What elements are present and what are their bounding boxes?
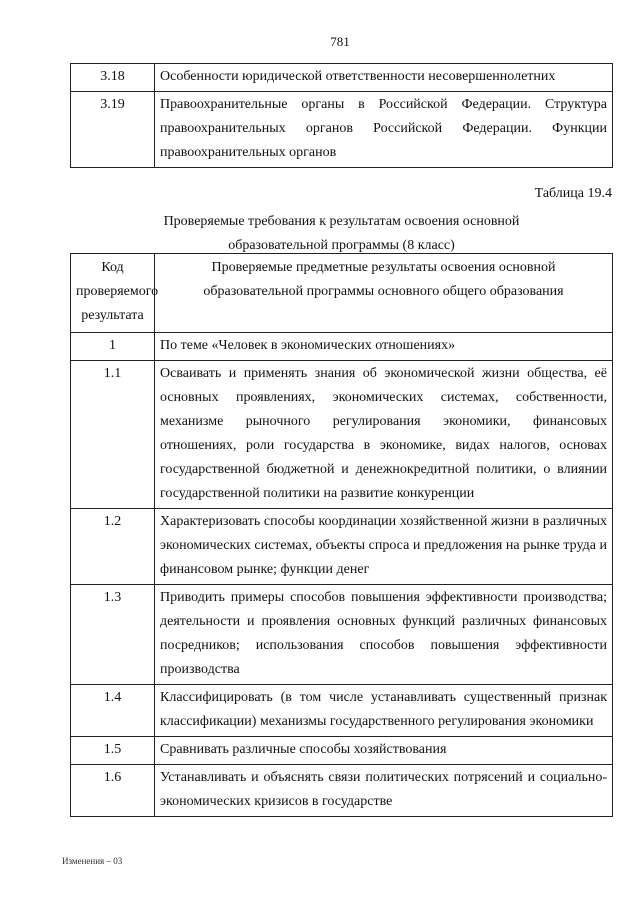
row-text: Сравнивать различные способы хозяйствования xyxy=(155,737,613,765)
table-row xyxy=(71,64,613,92)
row-text: Осваивать и применять знания об экономической жизни общества, её основных проявлениях, экономических системах, собственности, механизме рыночного регулирования экономики, финансовых отношениях, роли государства в экономике, видах налогов, основах государственной бюджетной и денежнокредитной политики, о влиянии государственной политики на развитие конкуренции xyxy=(155,361,613,509)
row-code: 1.5 xyxy=(71,737,155,765)
row-code: 3.19 xyxy=(71,92,155,168)
row-text: По теме «Человек в экономических отношениях» xyxy=(155,333,613,361)
row-code: 1.6 xyxy=(71,765,155,817)
previous-table-continuation xyxy=(70,63,613,168)
row-text: Правоохранительные органы в Российской Федерации. Структура правоохранительных органов Российской Федерации. Функции правоохранительных органов xyxy=(155,92,613,168)
table-row xyxy=(71,765,613,817)
table-row xyxy=(71,361,613,509)
table-row xyxy=(71,585,613,685)
table-number-label: Таблица 19.4 xyxy=(534,186,612,201)
row-text: Приводить примеры способов повышения эффективности производства; деятельности и проявления основных функций различных финансовых посредников; использования способов повышения эффективности производства xyxy=(155,585,613,685)
row-text: Устанавливать и объяснять связи политических потрясений и социально-экономических кризисов в государстве xyxy=(155,765,613,817)
table-row xyxy=(71,685,613,737)
row-code: 1.2 xyxy=(71,509,155,585)
table-row xyxy=(71,509,613,585)
table-caption-line: Проверяемые требования к результатам освоения основной xyxy=(163,214,520,229)
row-code: 1.3 xyxy=(71,585,155,685)
requirements-table xyxy=(70,253,613,817)
table-header-row xyxy=(71,254,613,333)
table-caption-line: образовательной программы (8 класс) xyxy=(228,238,455,253)
row-code: 1.4 xyxy=(71,685,155,737)
page-number: 781 xyxy=(330,34,350,49)
row-text: Классифицировать (в том числе устанавливать существенный признак классификации) механизмы государственного регулирования экономики xyxy=(155,685,613,737)
table-row xyxy=(71,92,613,168)
header-code: Код проверяемого результата xyxy=(71,254,155,333)
row-text: Характеризовать способы координации хозяйственной жизни в различных экономических системах, объекты спроса и предложения на рынке труда и финансовом рынке; функции денег xyxy=(155,509,613,585)
header-desc: Проверяемые предметные результаты освоения основной образовательной программы основного общего образования xyxy=(155,254,613,333)
row-code: 1.1 xyxy=(71,361,155,509)
table-caption xyxy=(70,210,613,258)
table-row xyxy=(71,737,613,765)
row-code: 1 xyxy=(71,333,155,361)
row-code: 3.18 xyxy=(71,64,155,92)
table-row xyxy=(71,333,613,361)
page-footer: Изменения – 03 xyxy=(62,856,123,866)
row-text: Особенности юридической ответственности несовершеннолетних xyxy=(155,64,613,92)
